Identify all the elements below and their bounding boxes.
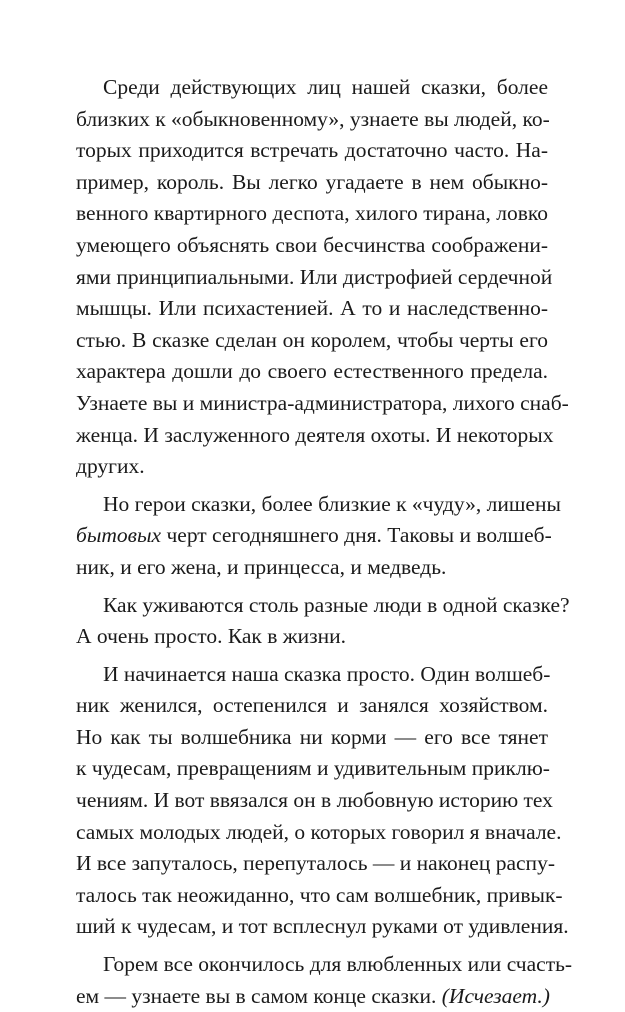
paragraph (76, 590, 570, 653)
text-line (76, 520, 552, 552)
text-line: Как уживаются столь разные люди в одной сказке? (103, 592, 570, 617)
text-line: А очень просто. Как в жизни. (76, 624, 347, 649)
text-line: стью. В сказке сделан он королем, чтобы черты его (76, 327, 548, 352)
line-text: ем — узнаете вы в самом конце сказки. (76, 983, 442, 1008)
paragraph (76, 72, 569, 483)
text-line: Но герои сказки, более близкие к «чуду», лишены (103, 491, 561, 516)
text-line: Среди действующих лиц нашей сказки, более (103, 75, 548, 99)
paragraph (76, 489, 561, 584)
text-line: ями принципиальными. Или дистрофией сердечной (76, 264, 553, 289)
text-line: к чудесам, превращениям и удивительным приклю- (76, 756, 550, 781)
text-line: торых приходится встречать достаточно часто. На- (76, 138, 548, 163)
text-line: пример, король. Вы легко угадаете в нем обыкно- (76, 169, 548, 194)
text-line: других. (76, 454, 145, 479)
text-line: Но как ты волшебника ни корми — его все тянет (76, 724, 548, 749)
text-line: чениям. И вот ввязался он в любовную историю тех (76, 788, 553, 813)
text-line: близких к «обыкновенному», узнаете вы людей, ко- (76, 106, 550, 131)
text-line: И все запуталось, перепуталось — и наконец распу- (76, 851, 555, 876)
text-line: мышцы. Или психастенией. А то и наследственно- (76, 296, 548, 321)
text-line: Узнаете вы и министра-администратора, лихого снаб- (76, 390, 569, 415)
emphasis: бытовых (76, 523, 162, 548)
text-line: ший к чудесам, и тот всплеснул руками от удивления. (76, 914, 569, 939)
text-line: ник женился, остепенился и занялся хозяйством. (76, 693, 548, 718)
stage-direction: (Исчезает.) (441, 983, 550, 1008)
text-line: ник, и его жена, и принцесса, и медведь. (76, 554, 447, 579)
book-page (76, 72, 573, 1012)
page-text (76, 72, 573, 1012)
text-line: самых молодых людей, о которых говорил я вначале. (76, 819, 562, 844)
line-rest: черт сегодняшнего дня. Таковы и волшеб- (161, 523, 552, 548)
text-line: Горем все окончилось для влюбленных или счасть- (103, 952, 573, 977)
text-line: характера дошли до своего естественного предела. (76, 359, 548, 384)
text-line: И начинается наша сказка просто. Один волшеб- (103, 661, 551, 686)
text-line: умеющего объяснять свои бесчинства соображени- (76, 232, 548, 257)
paragraph (76, 659, 569, 943)
text-line: женца. И заслуженного деятеля охоты. И некоторых (76, 422, 554, 447)
paragraph (76, 949, 573, 1012)
text-line: талось так неожиданно, что сам волшебник, привык- (76, 882, 563, 907)
text-line (76, 981, 548, 1012)
text-line: венного квартирного деспота, хилого тирана, ловко (76, 201, 548, 226)
